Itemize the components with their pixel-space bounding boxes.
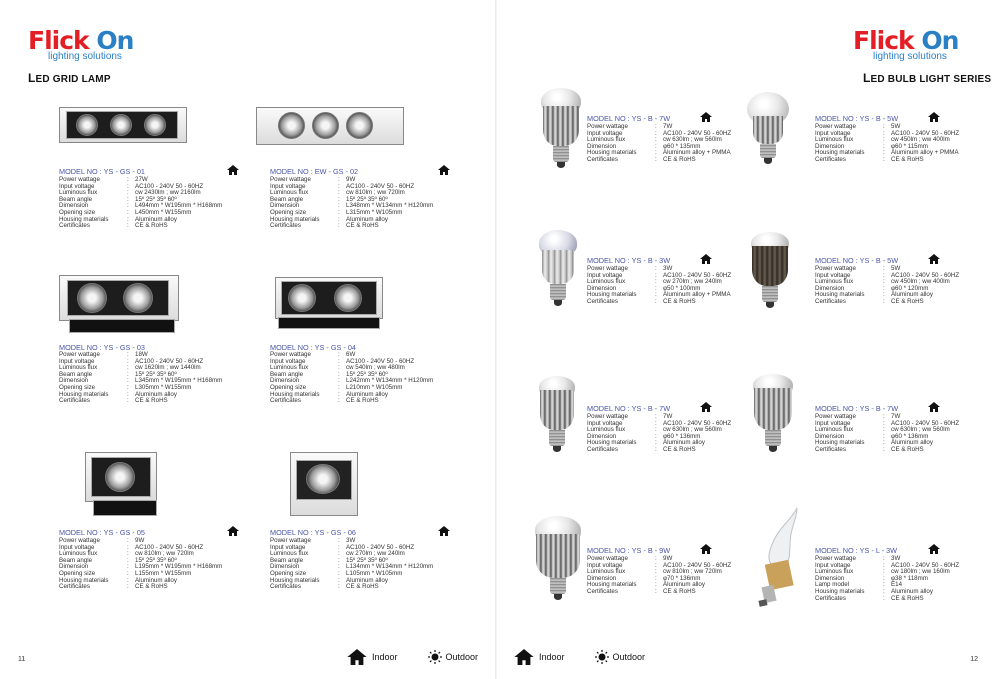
spec-row: Input voltage : AC100 - 240V 50 - 60HZ	[270, 357, 415, 365]
spec-row: Input voltage : AC100 - 240V 50 - 60HZ	[587, 129, 732, 137]
spec-row: Dimension : L494mm * W195mm * H168mm	[59, 202, 223, 210]
spec-row: Input voltage : AC100 - 240V 50 - 60HZ	[815, 129, 960, 137]
spec-row: Input voltage : AC100 - 240V 50 - 60HZ	[815, 561, 960, 569]
spec-row: Certificates : CE & RoHS	[815, 297, 924, 305]
model-number: MODEL NO : YS - B - 7W	[587, 402, 787, 414]
spec-row: Input voltage : AC100 - 240V 50 - 60HZ	[59, 357, 204, 365]
product-photo	[59, 452, 259, 524]
model-number: MODEL NO : YS - GS - 04	[270, 343, 356, 352]
spec-row: Luminous flux : cw 630lm ; ww 560lm	[815, 426, 950, 434]
spec-row: Certificates : CE & RoHS	[59, 397, 168, 405]
legend-outdoor-label: Outdoor	[445, 652, 479, 662]
product-photo	[59, 275, 259, 341]
spec-row: Certificates : CE & RoHS	[587, 297, 696, 305]
brand-tagline: lighting solutions	[48, 51, 122, 62]
spec-row: Input voltage : AC100 - 240V 50 - 60HZ	[270, 543, 415, 551]
spec-row: Power wattage : 3W	[587, 265, 673, 272]
home-icon	[700, 254, 712, 264]
spec-row: Dimension : φ60 * 135mm	[587, 142, 701, 150]
brand-name-right: On	[921, 26, 959, 55]
right-page	[497, 0, 994, 679]
spec-row: Power wattage : 9W	[587, 555, 673, 562]
spec-list	[270, 538, 470, 591]
page-number-right: 12	[970, 656, 978, 663]
spec-row: Certificates : CE & RoHS	[59, 222, 168, 230]
spec-row: Power wattage : 9W	[270, 176, 356, 183]
spec-row: Certificates : CE & RoHS	[815, 594, 924, 602]
spec-row: Opening size : L210mm * W105mm	[270, 383, 403, 391]
page-number-left: 11	[18, 656, 26, 663]
product-photo-bulb	[539, 376, 575, 456]
spec-list	[815, 556, 994, 602]
spec-row: Dimension : φ70 * 136mm	[587, 574, 701, 582]
product-photo-bulb	[539, 230, 577, 310]
spec-list	[59, 538, 259, 591]
spec-row: Power wattage : 27W	[59, 176, 148, 183]
model-number: MODEL NO : EW - GS - 02	[270, 165, 470, 177]
spec-row: Opening size : L105mm * W105mm	[270, 569, 403, 577]
model-number: MODEL NO : YS - GS - 03	[59, 343, 145, 352]
legend-indoor-label: Indoor	[372, 652, 398, 662]
spec-row: Luminous flux : cw 450lm ; ww 400lm	[815, 278, 950, 286]
spec-row: Dimension : L242mm * W134mm * H120mm	[270, 377, 434, 385]
product-card-gs-06	[270, 452, 470, 591]
product-photo	[270, 107, 470, 163]
spec-row: Certificates : CE & RoHS	[587, 155, 696, 163]
spec-row: Power wattage : 3W	[815, 555, 901, 562]
spec-row: Input voltage : AC100 - 240V 50 - 60HZ	[59, 543, 204, 551]
spec-row: Luminous flux : cw 540lm ; ww 480lm	[270, 364, 405, 372]
spec-row: Beam angle : 15º 25º 35º 60º	[59, 370, 177, 378]
section-title-bulb-series: LED BULB LIGHT SERIES	[863, 71, 992, 85]
spec-row: Opening size : L450mm * W155mm	[59, 208, 192, 216]
model-number: MODEL NO : YS - GS - 05	[59, 526, 259, 538]
section-title-grid-lamp: LED GRID LAMP	[28, 71, 111, 85]
spec-row: Housing materials : Aluminum alloy	[587, 581, 705, 589]
spec-row: Beam angle : 15º 25º 35º 60º	[59, 195, 177, 203]
spec-row: Power wattage : 7W	[587, 123, 673, 130]
product-card-b-5w	[815, 110, 994, 164]
home-icon	[700, 544, 712, 554]
product-card-gs-02	[270, 107, 470, 230]
spec-list	[815, 414, 994, 454]
sun-icon	[595, 650, 609, 664]
spec-row: Opening size : L155mm * W155mm	[59, 569, 192, 577]
product-photo-candle-bulb	[751, 506, 807, 610]
spec-row: Input voltage : AC100 - 240V 50 - 60HZ	[587, 561, 732, 569]
spec-row: Luminous flux : cw 810lm ; ww 720lm	[59, 550, 194, 558]
spec-row: Beam angle : 15º 25º 35º 60º	[270, 195, 388, 203]
product-photo	[270, 277, 470, 341]
model-number: MODEL NO : YS - B - 3W	[587, 254, 787, 266]
spec-row: Lamp model : E14	[815, 581, 903, 589]
spec-row: Luminous flux : cw 630lm ; ww 560lm	[587, 136, 722, 144]
product-card-gs-01	[59, 107, 259, 230]
brand-name-left: Flick	[853, 26, 922, 55]
spec-row: Dimension : L348mm * W134mm * H120mm	[270, 202, 434, 210]
spec-row: Input voltage : AC100 - 240V 50 - 60HZ	[815, 419, 960, 427]
spec-row: Dimension : φ60 * 120mm	[815, 284, 929, 292]
spec-row: Opening size : L315mm * W105mm	[270, 208, 403, 216]
spec-row: Beam angle : 15º 25º 35º 60º	[59, 556, 177, 564]
spec-row: Power wattage : 7W	[815, 413, 901, 420]
spec-row: Luminous flux : cw 1620lm ; ww 1440lm	[59, 364, 201, 372]
model-number: MODEL NO : YS - B - 7W	[587, 112, 787, 124]
spec-row: Housing materials : Aluminum alloy	[815, 439, 933, 447]
spec-row: Power wattage : 18W	[59, 351, 148, 358]
spec-row: Luminous flux : cw 270lm ; ww 240lm	[587, 278, 722, 286]
spec-list	[270, 177, 470, 230]
spec-row: Housing materials : Aluminum alloy + PMMA	[815, 149, 959, 157]
spec-row: Housing materials : Aluminum alloy	[270, 576, 388, 584]
model-number: MODEL NO : YS - B - 5W	[815, 254, 994, 266]
spec-list	[270, 352, 470, 405]
model-number: MODEL NO : YS - B - 9W	[587, 544, 787, 556]
home-icon	[346, 649, 368, 665]
spec-row: Power wattage : 3W	[270, 537, 356, 544]
product-photo	[59, 107, 259, 163]
spec-row: Input voltage : AC100 - 240V 50 - 60HZ	[587, 271, 732, 279]
product-card-l-3w	[815, 542, 994, 602]
spec-row: Opening size : L305mm * W155mm	[59, 383, 192, 391]
spec-list	[59, 177, 259, 230]
spec-row: Housing materials : Aluminum alloy	[270, 390, 388, 398]
spec-row: Luminous flux : cw 450lm ; ww 400lm	[815, 136, 950, 144]
product-photo-bulb	[753, 374, 793, 456]
spec-row: Certificates : CE & RoHS	[270, 222, 379, 230]
product-card-b-5w-dark	[815, 252, 994, 306]
sun-icon	[428, 650, 442, 664]
spec-row: Power wattage : 5W	[815, 123, 901, 130]
spec-row: Power wattage : 6W	[270, 351, 356, 358]
spec-row: Housing materials : Aluminum alloy	[815, 291, 933, 299]
home-icon	[227, 526, 239, 536]
spec-row: Power wattage : 5W	[815, 265, 901, 272]
spec-row: Luminous flux : cw 810lm ; ww 720lm	[270, 189, 405, 197]
brand-logo	[28, 28, 133, 62]
home-icon	[438, 526, 450, 536]
spec-row: Dimension : L345mm * W195mm * H168mm	[59, 377, 223, 385]
spec-row: Certificates : CE & RoHS	[270, 583, 379, 591]
spec-list	[815, 124, 994, 164]
model-number: MODEL NO : YS - B - 7W	[815, 402, 994, 414]
spec-row: Certificates : CE & RoHS	[587, 587, 696, 595]
spec-row: Beam angle : 15º 25º 35º 60º	[270, 370, 388, 378]
spec-row: Luminous flux : cw 180lm ; ww 160lm	[815, 568, 950, 576]
home-icon	[928, 544, 940, 554]
spec-row: Luminous flux : cw 630lm ; ww 560lm	[587, 426, 722, 434]
spec-row: Input voltage : AC100 - 240V 50 - 60HZ	[270, 182, 415, 190]
product-card-gs-05	[59, 452, 259, 591]
product-photo-bulb	[747, 92, 789, 168]
spec-row: Housing materials : Aluminum alloy	[270, 215, 388, 223]
home-icon	[438, 165, 450, 175]
product-photo-bulb	[541, 88, 581, 172]
brand-name-left: Flick	[28, 26, 97, 55]
legend-indoor-label: Indoor	[539, 652, 565, 662]
home-icon	[700, 112, 712, 122]
spec-row: Housing materials : Aluminum alloy	[815, 587, 933, 595]
spec-row: Housing materials : Aluminum alloy	[587, 439, 705, 447]
spec-row: Beam angle : 15º 25º 35º 60º	[270, 556, 388, 564]
spec-row: Dimension : L134mm * W134mm * H120mm	[270, 563, 434, 571]
home-icon	[513, 649, 535, 665]
spec-row: Housing materials : Aluminum alloy	[59, 390, 177, 398]
spec-row: Housing materials : Aluminum alloy + PMMA	[587, 291, 731, 299]
spec-row: Housing materials : Aluminum alloy	[59, 215, 177, 223]
spec-row: Dimension : φ60 * 136mm	[587, 432, 701, 440]
spec-row: Dimension : φ50 * 100mm	[587, 284, 701, 292]
product-card-gs-04	[270, 277, 470, 405]
spec-row: Certificates : CE & RoHS	[59, 583, 168, 591]
legend-right	[513, 649, 675, 665]
spec-row: Input voltage : AC100 - 240V 50 - 60HZ	[587, 419, 732, 427]
home-icon	[928, 254, 940, 264]
brand-tagline: lighting solutions	[873, 51, 947, 62]
spec-row: Luminous flux : cw 2430lm ; ww 2160lm	[59, 189, 201, 197]
brand-name-right: On	[96, 26, 134, 55]
home-icon	[700, 402, 712, 412]
brand-logo	[853, 28, 958, 62]
spec-row: Certificates : CE & RoHS	[270, 397, 379, 405]
model-number: MODEL NO : YS - GS - 06	[270, 526, 470, 538]
spec-row: Input voltage : AC100 - 240V 50 - 60HZ	[815, 271, 960, 279]
spec-list	[815, 266, 994, 306]
spec-row: Certificates : CE & RoHS	[587, 445, 696, 453]
spec-row: Certificates : CE & RoHS	[815, 155, 924, 163]
spec-row: Luminous flux : cw 270lm ; ww 240lm	[270, 550, 405, 558]
spec-row: Housing materials : Aluminum alloy	[59, 576, 177, 584]
model-number: MODEL NO : YS - GS - 01	[59, 165, 259, 177]
spec-row: Dimension : L195mm * W195mm * H168mm	[59, 563, 223, 571]
home-icon	[928, 402, 940, 412]
spec-row: Luminous flux : cw 810lm ; ww 720lm	[587, 568, 722, 576]
spec-row: Power wattage : 7W	[587, 413, 673, 420]
spec-row: Power wattage : 9W	[59, 537, 145, 544]
spec-row: Dimension : φ60 * 136mm	[815, 432, 929, 440]
model-number: MODEL NO : YS - L - 3W	[815, 544, 994, 556]
product-card-gs-03	[59, 275, 259, 405]
product-photo-bulb	[751, 232, 789, 312]
spec-list	[59, 352, 259, 405]
product-card-b-7w-c	[815, 400, 994, 454]
spec-row: Certificates : CE & RoHS	[815, 445, 924, 453]
legend-outdoor-label: Outdoor	[612, 652, 646, 662]
legend-left	[346, 649, 508, 665]
home-icon	[928, 112, 940, 122]
spec-row: Dimension : φ38 * 118mm	[815, 574, 928, 582]
model-number: MODEL NO : YS - B - 5W	[815, 112, 994, 124]
home-icon	[227, 165, 239, 175]
spec-row: Dimension : φ60 * 115mm	[815, 142, 928, 150]
spec-row: Input voltage : AC100 - 240V 50 - 60HZ	[59, 182, 204, 190]
product-photo	[270, 452, 470, 524]
product-photo-bulb	[535, 516, 581, 606]
spec-row: Housing materials : Aluminum alloy + PMMA	[587, 149, 731, 157]
